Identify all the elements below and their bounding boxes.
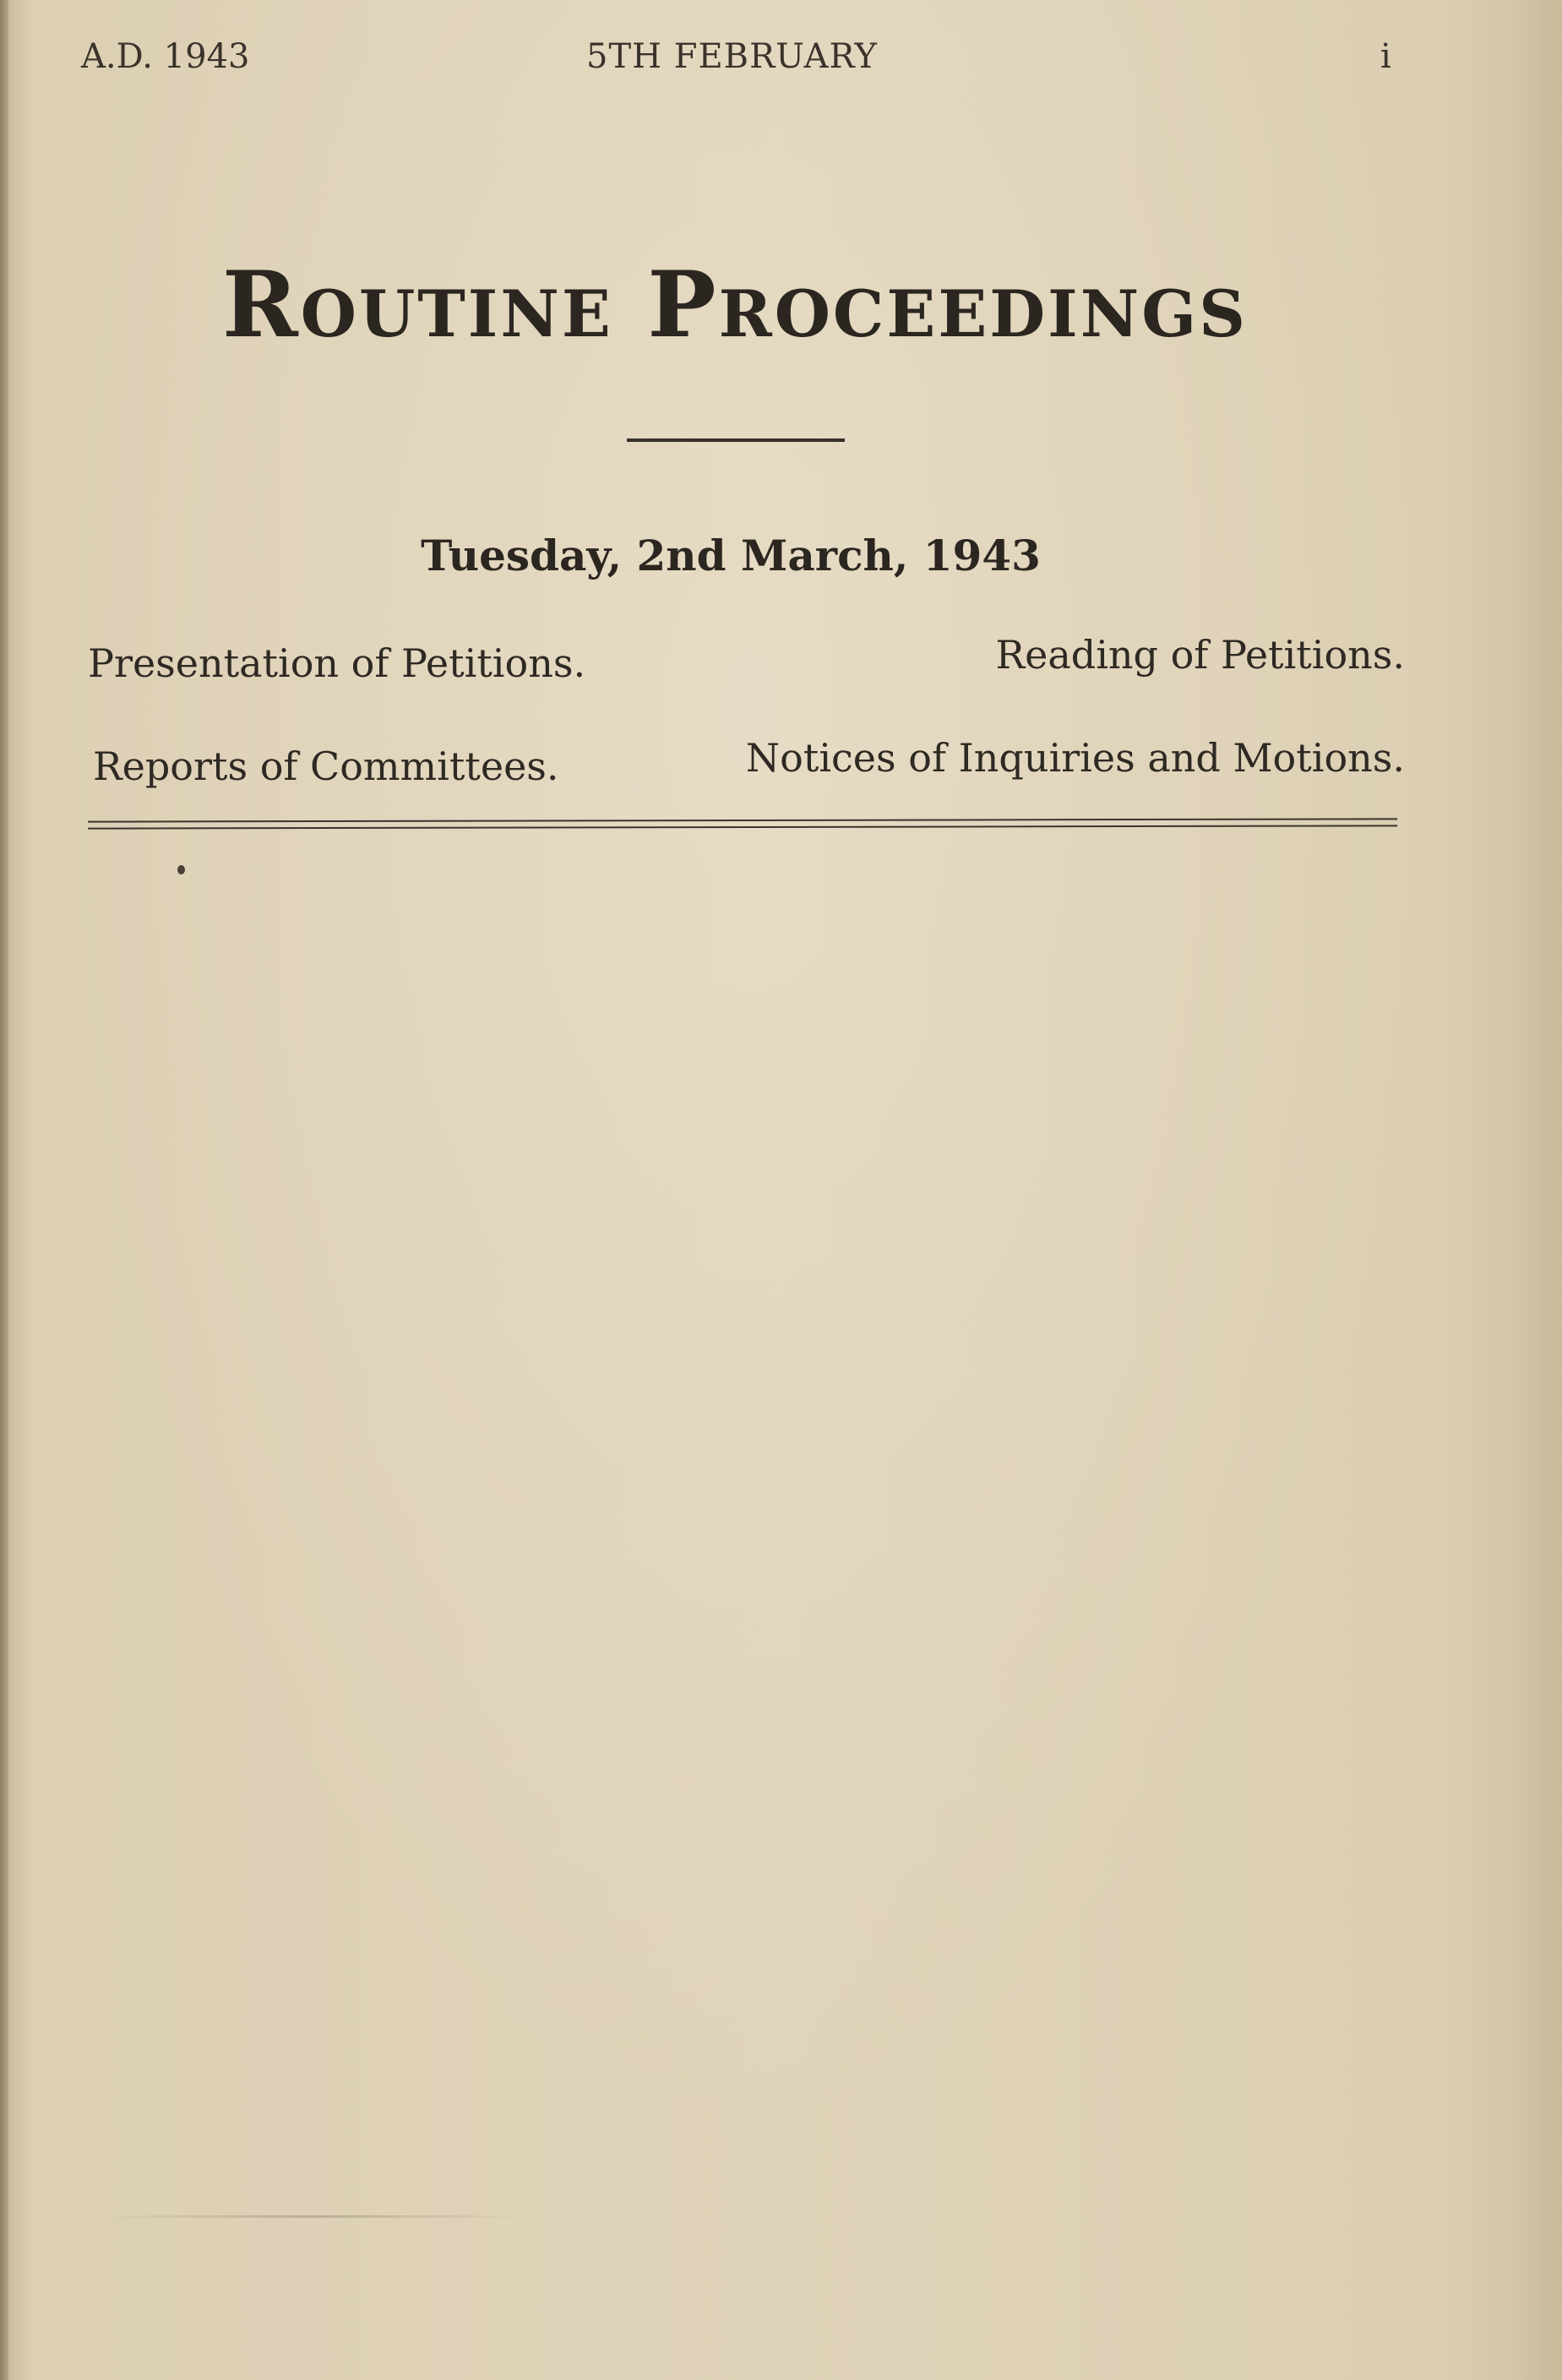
ink-speck [177,865,185,874]
item-reports-of-committees: Reports of Committees. [93,743,559,789]
item-presentation-of-petitions: Presentation of Petitions. [88,640,586,686]
title-rule [627,438,845,442]
page-title: Routine Proceedings [222,252,1248,358]
sitting-date: Tuesday, 2nd March, 1943 [421,531,1041,580]
paper-smudge [101,2215,524,2218]
running-head-year: A.D. 1943 [81,37,250,76]
item-notices-of-inquiries: Notices of Inquiries and Motions. [745,735,1405,781]
item-reading-of-petitions: Reading of Petitions. [995,632,1405,678]
running-head-date: 5TH FEBRUARY [586,37,878,76]
page-number: i [1380,37,1391,76]
double-rule-divider [88,818,1397,829]
